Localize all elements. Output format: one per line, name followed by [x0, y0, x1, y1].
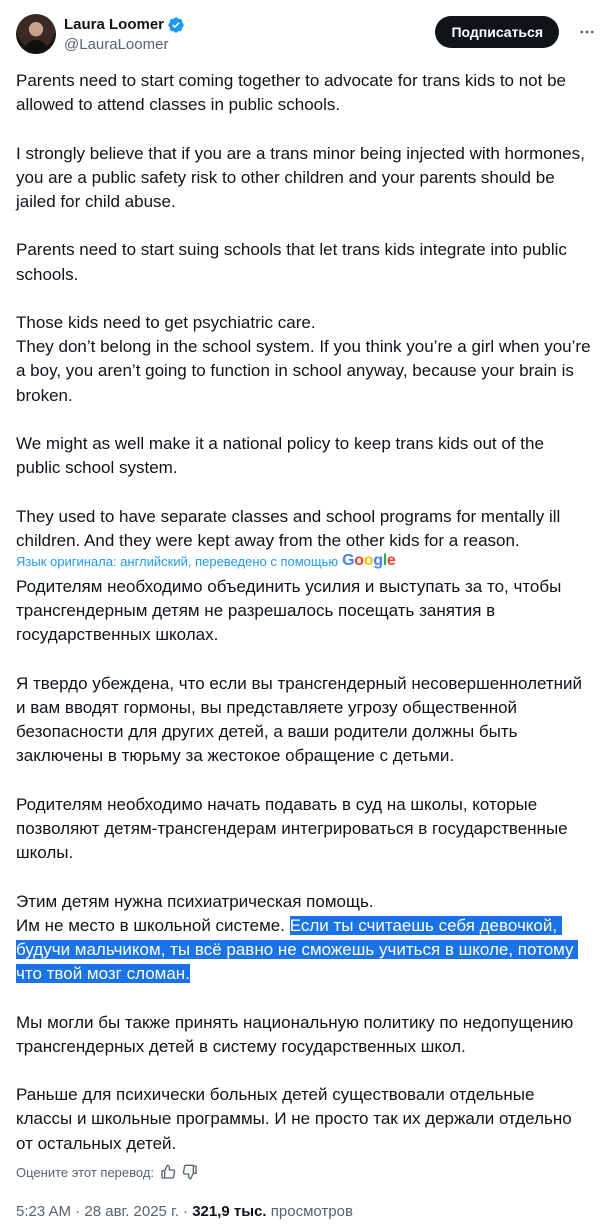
author-name-row[interactable] — [64, 15, 185, 35]
translated-paragraph: Родителям необходимо начать подавать в суд на школы, которые позволяют детям-трансгендерам интегрироваться в государственные школы. — [16, 794, 573, 863]
avatar[interactable] — [16, 14, 56, 54]
tweet-header — [16, 14, 599, 58]
translated-paragraph: Мы могли бы также принять национальную политику по недопущению трансгендерных детей в систему государственных школ. — [16, 1012, 578, 1056]
tweet-original-text — [16, 69, 591, 553]
verified-badge-icon — [167, 16, 185, 34]
views-label: просмотров — [266, 1203, 353, 1220]
follow-button[interactable]: Подписаться — [435, 16, 559, 48]
views-count: 321,9 тыс. — [192, 1203, 267, 1220]
author-block — [64, 15, 185, 55]
translated-paragraph — [16, 890, 591, 987]
tweet-date[interactable]: 28 авг. 2025 г. — [84, 1203, 179, 1220]
translated-paragraph: Раньше для психически больных детей существовали отдельные классы и школьные программы. И не просто так их держали отдельно от остальных детей. — [16, 1085, 577, 1153]
translated-paragraph: Я твердо убеждена, что если вы трансгендерный несовершеннолетний и вам вводят гормоны, вы представляете угрозу общественной безопасности для других детей, а ваши родители должны быть заключены в тюрьму за жестокое обращение с детьми. — [16, 673, 587, 766]
tweet-meta — [16, 1203, 353, 1220]
thumbs-up-icon[interactable] — [160, 1164, 176, 1180]
translation-note[interactable] — [16, 552, 396, 570]
translated-text-plain: Этим детям нужна психиатрическая помощь. Им не место в школьной системе. — [16, 891, 374, 935]
translation-note-text[interactable]: Язык оригинала: английский, переведено с помощью — [16, 553, 339, 569]
tweet-paragraph: Those kids need to get psychiatric care. They don’t belong in the school system. If you think you’re a girl when you’re a boy, you aren’t going to function in school anyway, because your brain is broken. — [16, 312, 591, 405]
google-logo: Google — [342, 552, 396, 569]
author-name[interactable]: Laura Loomer — [64, 16, 165, 33]
tweet-paragraph: We might as well make it a national policy to keep trans kids out of the public school system. — [16, 433, 549, 478]
translated-text — [16, 575, 591, 1156]
author-handle[interactable]: @LauraLoomer — [64, 36, 169, 53]
thumbs-down-icon[interactable] — [182, 1164, 198, 1180]
translated-paragraph: Родителям необходимо объединить усилия и выступать за то, чтобы трансгендерным детям не разрешалось посещать занятия в государственных школах. — [16, 577, 567, 645]
tweet-paragraph: I strongly believe that if you are a trans minor being injected with hormones, you are a public safety risk to other children and your parents should be jailed for child abuse. — [16, 143, 590, 211]
meta-separator: · — [178, 1203, 193, 1220]
selected-text-highlight[interactable]: Если ты считаешь себя девочкой, будучи мальчиком, ты всё равно не сможешь учиться в школе, потому что твой мозг сломан. — [16, 915, 579, 984]
tweet-paragraph: Parents need to start suing schools that let trans kids integrate into public schools. — [16, 240, 572, 284]
rate-translation — [16, 1164, 198, 1180]
meta-separator: · — [71, 1203, 85, 1220]
tweet-paragraph: They used to have separate classes and school programs for mentally ill children. And they were kept away from the other kids for a reason. — [16, 506, 566, 550]
more-horizontal-icon[interactable] — [575, 20, 599, 44]
tweet-time[interactable]: 5:23 AM — [16, 1203, 72, 1220]
tweet-paragraph: Parents need to start coming together to advocate for trans kids to not be allowed to attend classes in public schools. — [16, 71, 571, 115]
rate-translation-label: Оцените этот перевод: — [16, 1164, 155, 1180]
